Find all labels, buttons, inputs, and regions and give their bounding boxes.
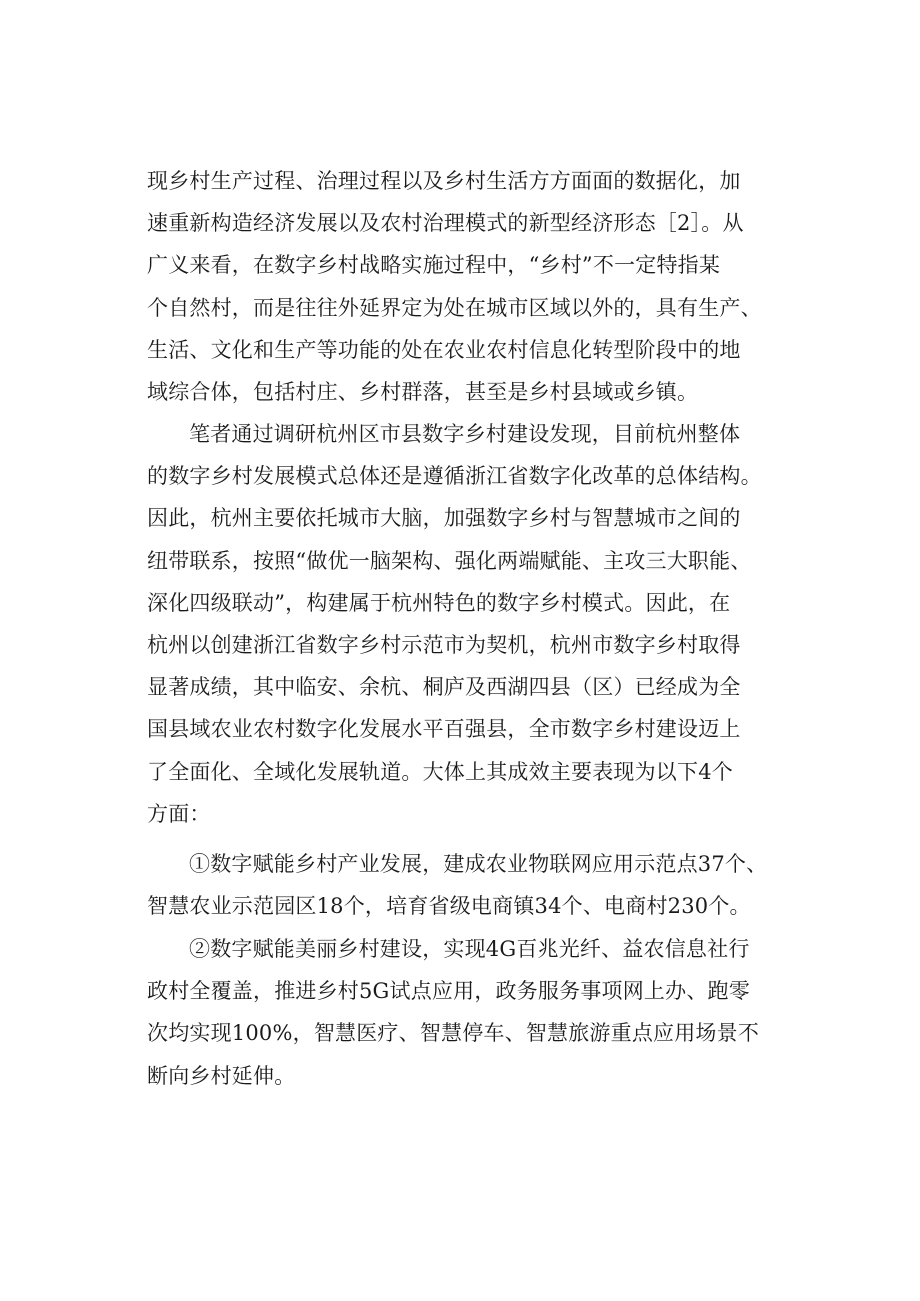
text-line: 深化四级联动”，构建属于杭州特色的数字乡村模式。因此，在 [147, 590, 731, 615]
paragraph-digital-village-definition [147, 160, 787, 413]
text-line: 个自然村，而是往往外延界定为处在城市区域以外的，具有生产、 [147, 295, 762, 320]
text-line: 纽带联系，按照“做优一脑架构、强化两端赋能、主攻三大职能、 [147, 548, 752, 573]
text-line: 了全面化、全域化发展轨道。大体上其成效主要表现为以下4个 [147, 759, 733, 784]
paragraph-hangzhou-survey [147, 413, 787, 835]
text-line: 的数字乡村发展模式总体还是遵循浙江省数字化改革的总体结构。 [147, 464, 762, 489]
text-line: 笔者通过调研杭州区市县数字乡村建设发现，目前杭州整体 [189, 422, 741, 446]
text-line: ②数字赋能美丽乡村建设，实现4G百兆光纤、益农信息社行 [189, 937, 750, 961]
text-line: 国县域农业农村数字化发展水平百强县，全市数字乡村建设迈上 [147, 717, 741, 742]
text-line: 广义来看，在数字乡村战略实施过程中，“乡村”不一定特指某 [147, 253, 721, 278]
paragraph-beautiful-village [147, 928, 787, 1097]
text-line: 断向乡村延伸。 [147, 1063, 296, 1088]
text-line: 显著成绩，其中临安、余杭、桐庐及西湖四县（区）已经成为全 [147, 675, 741, 700]
text-line: 现乡村生产过程、治理过程以及乡村生活方方面面的数据化，加 [147, 169, 741, 193]
text-line: 杭州以创建浙江省数字乡村示范市为契机，杭州市数字乡村取得 [147, 632, 741, 657]
paragraph-industry-development [147, 843, 787, 927]
text-line: 方面： [147, 801, 211, 826]
text-line: 生活、文化和生产等功能的处在农业农村信息化转型阶段中的地 [147, 337, 741, 362]
text-line: ①数字赋能乡村产业发展，建成农业物联网应用示范点37个、 [189, 852, 768, 876]
text-line: 政村全覆盖，推进乡村5G试点应用，政务服务事项网上办、跑零 [147, 979, 750, 1004]
text-line: 域综合体，包括村庄、乡村群落，甚至是乡村县域或乡镇。 [147, 379, 699, 404]
text-line: 智慧农业示范园区18个，培育省级电商镇34个、电商村230个。 [147, 894, 751, 919]
text-line: 速重新构造经济发展以及农村治理模式的新型经济形态［2］。从 [147, 211, 744, 236]
text-line: 因此，杭州主要依托城市大脑，加强数字乡村与智慧城市之间的 [147, 506, 741, 531]
text-line: 次均实现100%，智慧医疗、智慧停车、智慧旅游重点应用场景不 [147, 1021, 760, 1046]
